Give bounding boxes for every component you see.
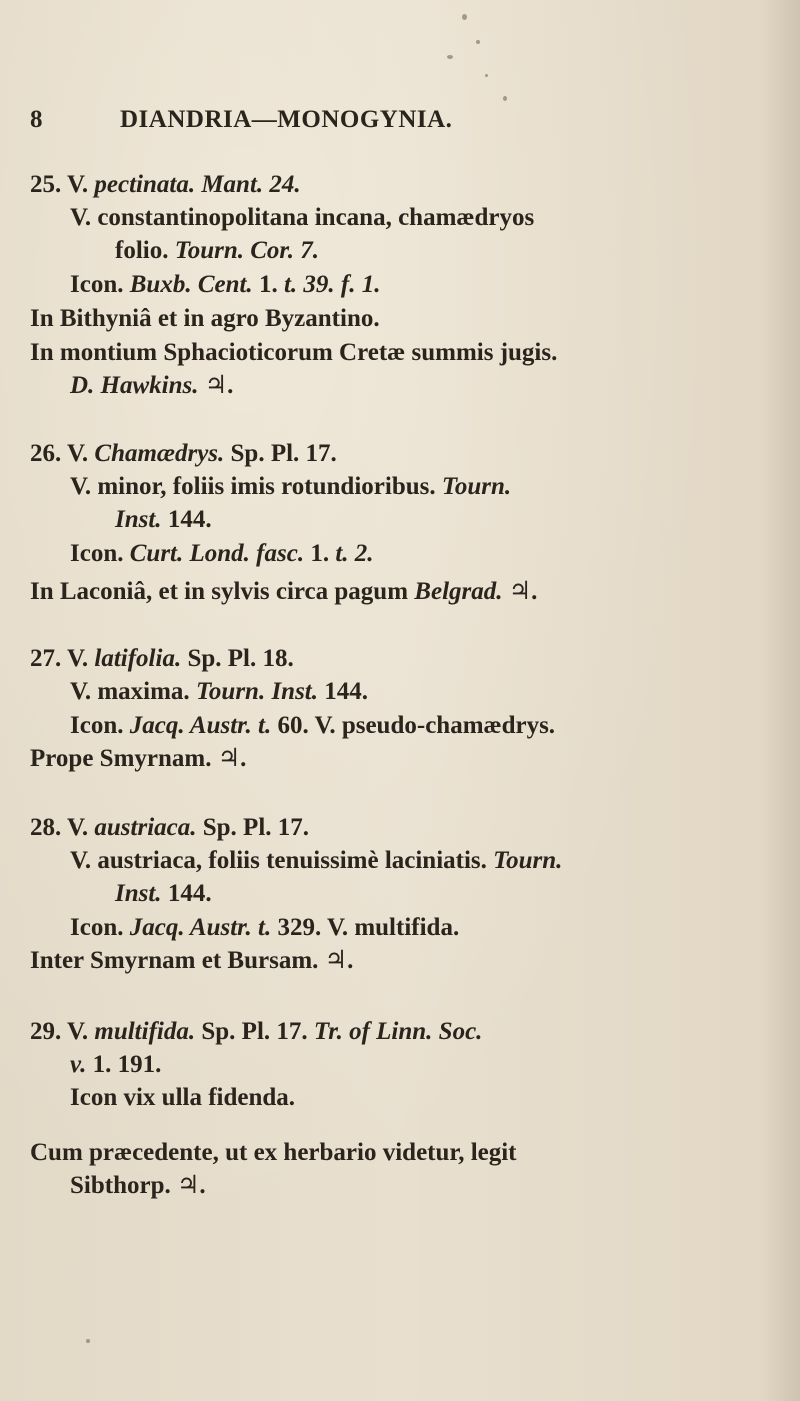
- collector-line: D. Hawkins. ♃.: [70, 372, 234, 399]
- ink-speck: [462, 14, 467, 20]
- synonym-line: V. maxima. Tourn. Inst. 144.: [70, 678, 369, 705]
- page-header: [30, 106, 770, 146]
- ink-speck: [485, 74, 488, 77]
- synonym-line: V. minor, foliis imis rotundioribus. Tourn.: [70, 473, 512, 500]
- locality-line: In Bithyniâ et in agro Byzantino.: [30, 305, 380, 332]
- icon-reference: Icon. Buxb. Cent. 1. t. 39. f. 1.: [70, 271, 381, 298]
- locality-line: In montium Sphacioticorum Cretæ summis jugis.: [30, 339, 558, 366]
- entry-heading: 26. V. Chamædrys. Sp. Pl. 17.: [30, 440, 337, 467]
- synonym-line: V. austriaca, foliis tenuissimè laciniatis. Tourn.: [70, 847, 563, 874]
- entry-heading: 29. V. multifida. Sp. Pl. 17. Tr. of Linn. Soc.: [30, 1018, 483, 1045]
- ink-speck: [476, 40, 480, 44]
- collector-line: Sibthorp. ♃.: [70, 1172, 206, 1199]
- note-line: Cum præcedente, ut ex herbario videtur, legit: [30, 1139, 517, 1166]
- icon-reference: Icon. Curt. Lond. fasc. 1. t. 2.: [70, 540, 374, 567]
- locality-line: In Laconiâ, et in sylvis circa pagum Belgrad. ♃.: [30, 578, 538, 605]
- synonym-line: Inst. 144.: [115, 880, 212, 907]
- ink-speck: [447, 55, 453, 59]
- entry-heading: 27. V. latifolia. Sp. Pl. 18.: [30, 645, 294, 672]
- ink-speck: [86, 1339, 90, 1343]
- entry-heading: 25. V. pectinata. Mant. 24.: [30, 171, 301, 198]
- page-edge-shadow: [760, 0, 800, 1401]
- icon-reference: Icon. Jacq. Austr. t. 329. V. multifida.: [70, 914, 460, 941]
- icon-reference: Icon vix ulla fidenda.: [70, 1084, 296, 1111]
- synonym-line: V. constantinopolitana incana, chamædryos: [70, 204, 535, 231]
- entry-heading: 28. V. austriaca. Sp. Pl. 17.: [30, 814, 310, 841]
- locality-line: Prope Smyrnam. ♃.: [30, 745, 247, 772]
- synonym-line: Inst. 144.: [115, 506, 212, 533]
- locality-line: Inter Smyrnam et Bursam. ♃.: [30, 947, 354, 974]
- page-number: 8: [30, 106, 43, 133]
- running-head: DIANDRIA—MONOGYNIA.: [120, 106, 453, 133]
- synonym-line: folio. Tourn. Cor. 7.: [115, 237, 320, 264]
- synonym-line: v. 1. 191.: [70, 1051, 162, 1078]
- ink-speck: [503, 96, 507, 101]
- icon-reference: Icon. Jacq. Austr. t. 60. V. pseudo-chamædrys.: [70, 712, 556, 739]
